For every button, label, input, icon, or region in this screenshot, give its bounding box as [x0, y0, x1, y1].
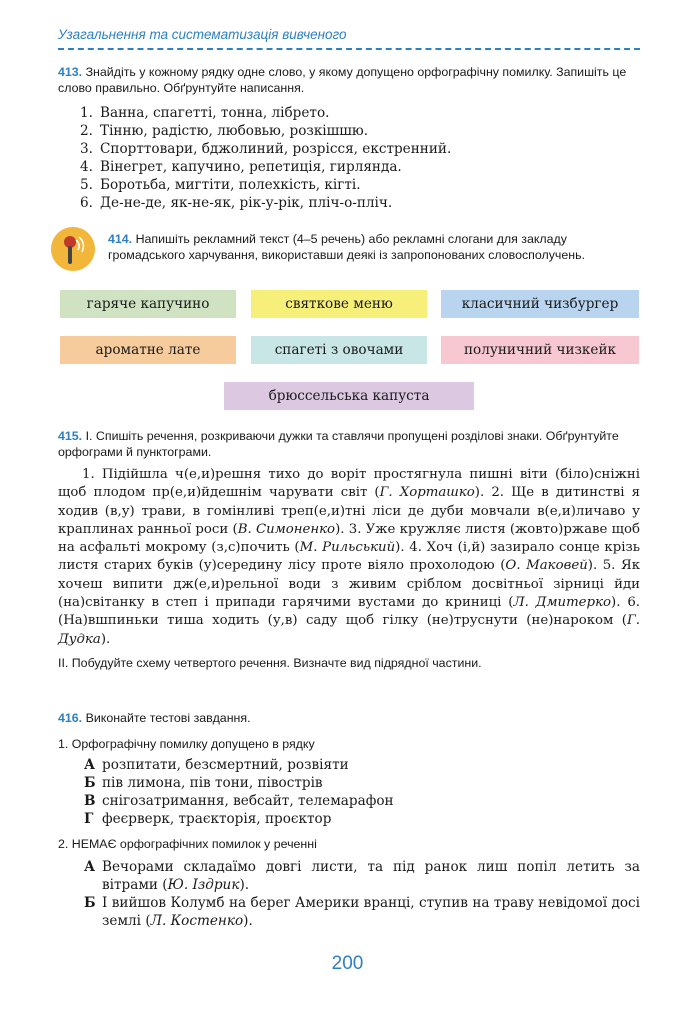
- exercise-413-task: 413. Знайдіть у кожному рядку одне слово, у якому допущено орфографічну помилку. Запишіть це слово правильно. Обґрунтуйте написання.: [58, 65, 627, 95]
- exercise-414-task: 414. Напишіть рекламний текст (4–5 речень) або рекламні слогани для закладу громадського харчування, використавши деякі із запропонованих словосполучень.: [108, 232, 586, 262]
- question-1-options: [84, 756, 640, 828]
- list-item: Б І вийшов Колумб на берег Америки вранці, ступив на траву невідомої досі землі (Л. Костенко).: [84, 895, 640, 929]
- running-header: [58, 26, 640, 50]
- list-item: Б пів лимона, пів тони, півострів: [84, 775, 323, 791]
- phrase-chip: брюссельська капуста: [224, 382, 474, 410]
- list-item: Г феєрверк, траєкторія, проєктор: [84, 811, 332, 827]
- exercise-number: 415.: [58, 429, 83, 443]
- question-2: 2. НЕМАЄ орфографічних помилок у реченні: [58, 837, 317, 851]
- exercise-416: [58, 710, 640, 930]
- phrase-chip: святкове меню: [251, 290, 427, 318]
- list-item: 2. Тінню, радістю, любовью, розкішшю.: [80, 123, 369, 139]
- exercise-415-task: 415. І. Спишіть речення, розкриваючи дужки та ставлячи пропущені розділові знаки. Обґрунтуйте орфограми й пунктограми.: [58, 429, 619, 459]
- exercise-415-text: 1. Підійшла ч(е,и)решня тихо до воріт простягнула пишні віти (біло)сніжні щоб плодом пр(е,и)йдешнім чарувати світ (Г. Хорташко). 2. Ще в дитинстві я ходив (в,у) трави, в гомінливі треп(е,и)тні ліси де дуби мовчали в(е,и)личаво у краплинах ранньої роси (В. Симоненко). 3. Уже кружляє листя (жовто)ржаве щоб на асфальті мокрому (з,с)почить (М. Рильський). 4. Хоч (і,й) зазирало сонце крізь листя старих буків (у)середину лісу проте віяло прохолодою (О. Маковей). 5. Як хочеш випити дж(е,и)рельної води з живим сріблом досвітньої зірниці йди (на)світанку в степ і припади гарячими вустами до криниці (Л. Дмитерко). 6. (На)вшпиньки тиша ходить (у,в) саду щоб гілку (не)труснути (не)нароком (Г. Дудка).: [58, 467, 641, 647]
- exercise-415-part2: ІІ. Побудуйте схему четвертого речення. Визначте вид підрядної частини.: [58, 655, 482, 670]
- list-item: 5. Боротьба, мигтіти, полехкість, кігті.: [80, 177, 361, 193]
- microphone-icon: [50, 226, 96, 272]
- phrase-chip: гаряче капучино: [60, 290, 236, 318]
- word-rows: [80, 104, 640, 212]
- exercise-414: [108, 231, 640, 263]
- question-2-options: [84, 858, 640, 930]
- exercise-number: 416.: [58, 711, 83, 725]
- exercise-number: 413.: [58, 65, 83, 79]
- phrase-chip: класичний чизбургер: [441, 290, 639, 318]
- phrase-chip: полуничний чизкейк: [441, 336, 639, 364]
- exercise-number: 414.: [108, 232, 133, 246]
- list-item: 4. Вінегрет, капучино, репетиція, гирлянда.: [80, 159, 402, 175]
- phrase-chip: ароматне лате: [60, 336, 236, 364]
- question-1: 1. Орфографічну помилку допущено в рядку: [58, 737, 315, 751]
- exercise-416-task: 416. Виконайте тестові завдання.: [58, 711, 251, 725]
- list-item: А Вечорами складаїмо довгі листи, та під ранок лиш попіл летить за вітрами (Ю. Іздрик).: [84, 859, 640, 893]
- list-item: А розпитати, безсмертний, розвіяти: [84, 757, 349, 773]
- header-title: Узагальнення та систематизація вивченого: [58, 27, 347, 42]
- list-item: 3. Спорттовари, бджолиний, розрісся, екстренний.: [80, 141, 452, 157]
- list-item: 6. Де-не-де, як-не-як, рік-у-рік, пліч-о-пліч.: [80, 195, 393, 211]
- list-item: 1. Ванна, спагетті, тонна, лібрето.: [80, 105, 330, 121]
- exercise-413: [58, 64, 640, 212]
- phrase-chip: спагеті з овочами: [251, 336, 427, 364]
- exercise-415: [58, 428, 640, 671]
- page-number: 200: [331, 953, 364, 974]
- list-item: В снігозатримання, вебсайт, телемарафон: [84, 793, 394, 809]
